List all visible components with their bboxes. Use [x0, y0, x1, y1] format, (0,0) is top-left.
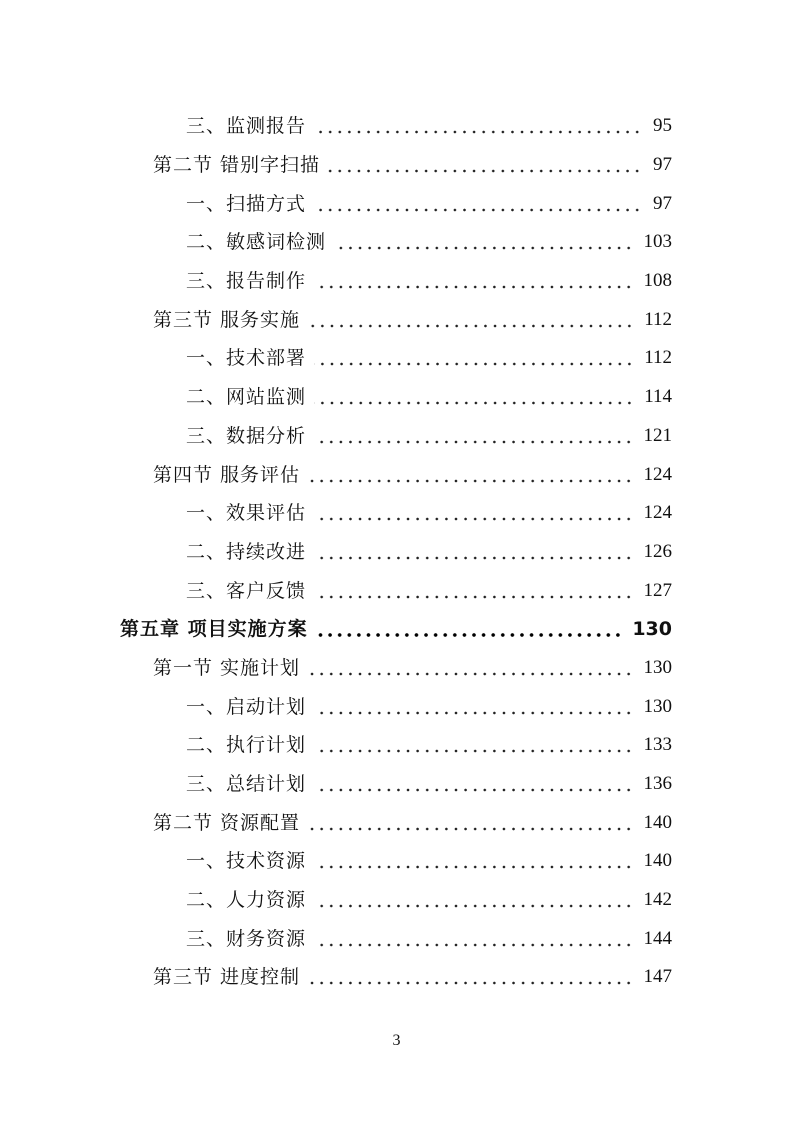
- toc-entry-page-number: 144: [643, 927, 672, 949]
- dot-leader: [308, 980, 633, 986]
- toc-entry-page-number: 130: [643, 656, 672, 678]
- toc-entry-page-number: 130: [632, 618, 672, 641]
- toc-section-entry[interactable]: [0, 649, 793, 688]
- toc-entry-label: 第二节 资源配置: [153, 811, 301, 834]
- toc-entry-page-number: 112: [644, 347, 672, 369]
- dot-leader: [308, 323, 634, 329]
- toc-entry-label: 一、启动计划: [186, 695, 307, 718]
- toc-entry-label: 一、技术部署: [186, 347, 307, 370]
- dot-leader: [314, 207, 642, 213]
- toc-entry-label: 第三节 进度控制: [153, 966, 301, 989]
- toc-subsection-entry[interactable]: [0, 765, 793, 804]
- toc-entry-label: 第四节 服务评估: [153, 463, 301, 486]
- toc-section-entry[interactable]: [0, 803, 793, 842]
- dot-leader: [308, 671, 633, 677]
- toc-entry-page-number: 95: [653, 115, 672, 137]
- dot-leader: [314, 516, 633, 522]
- toc-section-entry[interactable]: [0, 146, 793, 185]
- toc-entry-page-number: 114: [644, 386, 672, 408]
- toc-entry-label: 二、执行计划: [186, 734, 307, 757]
- toc-section-entry[interactable]: [0, 300, 793, 339]
- toc-entry-label: 二、敏感词检测: [186, 231, 327, 254]
- dot-leader: [314, 748, 633, 754]
- toc-subsection-entry[interactable]: [0, 533, 793, 572]
- toc-subsection-entry[interactable]: [0, 107, 793, 146]
- dot-leader: [314, 129, 642, 135]
- toc-entry-label: 二、人力资源: [186, 889, 307, 912]
- toc-entry-page-number: 147: [643, 966, 672, 988]
- toc-entry-label: 第三节 服务实施: [153, 308, 301, 331]
- dot-leader: [308, 826, 633, 832]
- dot-leader: [314, 284, 633, 290]
- toc-subsection-entry[interactable]: [0, 223, 793, 262]
- dot-leader: [314, 594, 633, 600]
- dot-leader: [314, 903, 633, 909]
- toc-entry-label: 三、总结计划: [186, 773, 307, 796]
- toc-subsection-entry[interactable]: [0, 494, 793, 533]
- toc-entry-label: 三、报告制作: [186, 270, 307, 293]
- toc-entry-page-number: 127: [643, 579, 672, 601]
- dot-leader: [308, 478, 633, 484]
- toc-entry-page-number: 103: [643, 231, 672, 253]
- dot-leader: [314, 555, 633, 561]
- toc-entry-label: 三、客户反馈: [186, 579, 307, 602]
- toc-subsection-entry[interactable]: [0, 378, 793, 417]
- toc-entry-page-number: 126: [643, 540, 672, 562]
- toc-entry-label: 第二节 错别字扫描: [153, 154, 321, 177]
- toc-entry-page-number: 142: [643, 889, 672, 911]
- toc-entry-label: 二、网站监测: [186, 386, 307, 409]
- toc-entry-label: 一、技术资源: [186, 850, 307, 873]
- toc-entry-label: 二、持续改进: [186, 540, 307, 563]
- toc-entry-page-number: 140: [643, 811, 672, 833]
- toc-entry-page-number: 124: [643, 463, 672, 485]
- dot-leader: [334, 245, 633, 251]
- toc-entry-label: 第一节 实施计划: [153, 656, 301, 679]
- toc-subsection-entry[interactable]: [0, 881, 793, 920]
- toc-entry-page-number: 97: [653, 192, 672, 214]
- dot-leader: [316, 632, 623, 638]
- dot-leader: [328, 168, 642, 174]
- dot-leader: [314, 864, 633, 870]
- dot-leader: [314, 400, 634, 406]
- toc-chapter-entry[interactable]: [0, 610, 793, 649]
- toc-subsection-entry[interactable]: [0, 687, 793, 726]
- toc-section-entry[interactable]: [0, 455, 793, 494]
- toc-entry-page-number: 133: [643, 734, 672, 756]
- page-number: 3: [392, 1032, 401, 1049]
- toc-subsection-entry[interactable]: [0, 417, 793, 456]
- toc-entry-page-number: 112: [644, 308, 672, 330]
- toc-entry-page-number: 130: [643, 695, 672, 717]
- dot-leader: [314, 787, 633, 793]
- toc-entry-page-number: 140: [643, 850, 672, 872]
- toc-entry-label: 第五章 项目实施方案: [120, 618, 308, 641]
- dot-leader: [314, 361, 634, 367]
- toc-entry-label: 一、扫描方式: [186, 192, 307, 215]
- toc-entry-label: 三、财务资源: [186, 927, 307, 950]
- table-of-contents: [0, 107, 793, 997]
- toc-subsection-entry[interactable]: [0, 919, 793, 958]
- toc-entry-page-number: 136: [643, 773, 672, 795]
- toc-entry-page-number: 108: [643, 270, 672, 292]
- toc-entry-label: 三、监测报告: [186, 115, 307, 138]
- toc-subsection-entry[interactable]: [0, 842, 793, 881]
- toc-subsection-entry[interactable]: [0, 262, 793, 301]
- dot-leader: [314, 439, 633, 445]
- toc-entry-page-number: 97: [653, 154, 672, 176]
- toc-section-entry[interactable]: [0, 958, 793, 997]
- toc-entry-page-number: 124: [643, 502, 672, 524]
- toc-subsection-entry[interactable]: [0, 339, 793, 378]
- toc-subsection-entry[interactable]: [0, 184, 793, 223]
- dot-leader: [314, 710, 633, 716]
- toc-entry-page-number: 121: [643, 424, 672, 446]
- dot-leader: [314, 942, 633, 948]
- toc-entry-label: 三、数据分析: [186, 424, 307, 447]
- toc-entry-label: 一、效果评估: [186, 502, 307, 525]
- toc-subsection-entry[interactable]: [0, 726, 793, 765]
- toc-subsection-entry[interactable]: [0, 571, 793, 610]
